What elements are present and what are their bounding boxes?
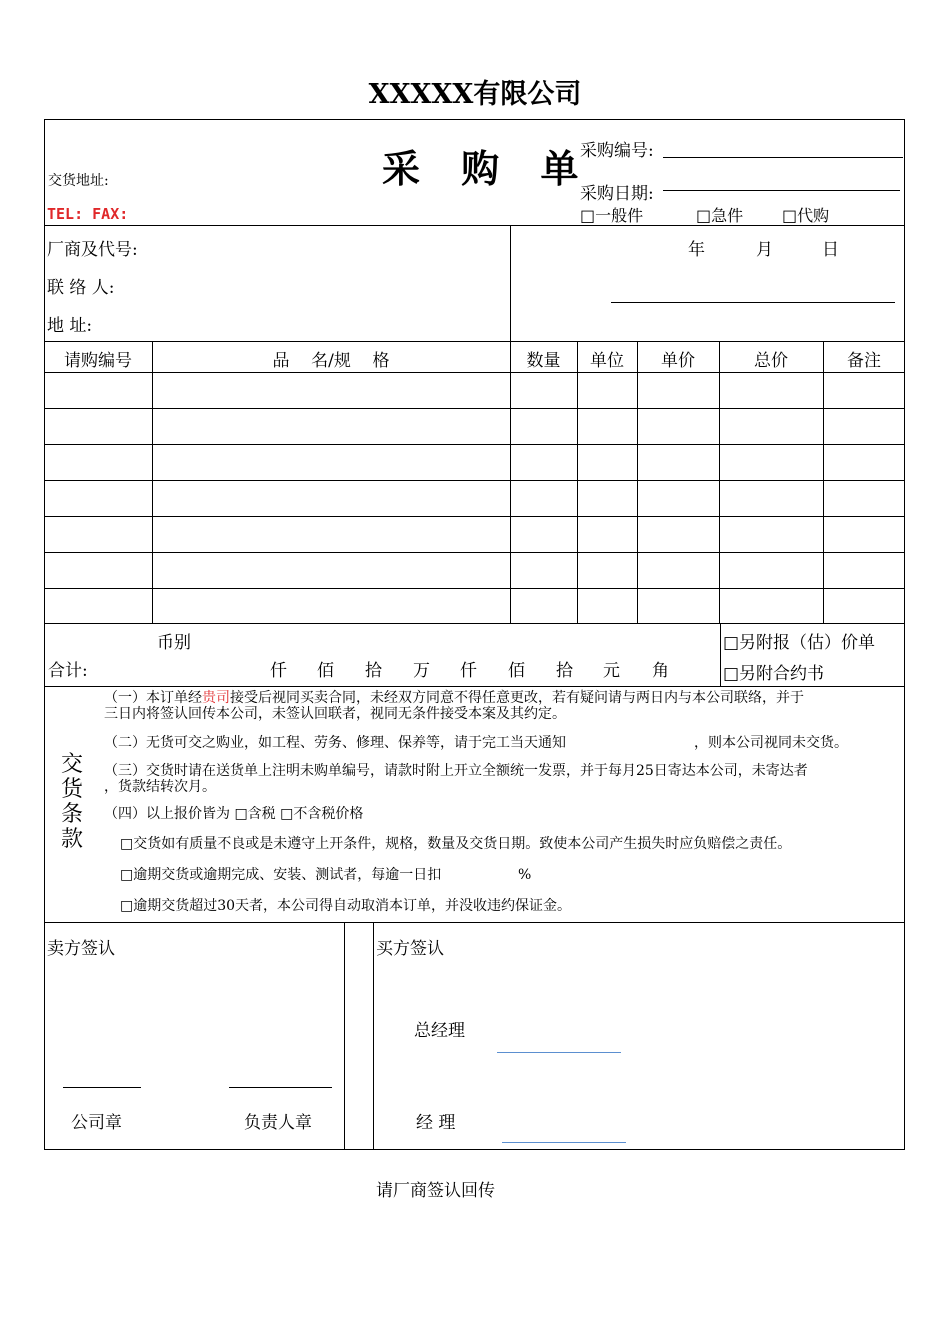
table-cell[interactable] <box>48 489 148 507</box>
company-name: XXXXX有限公司 <box>368 79 582 110</box>
order-date-label: 采购日期: <box>580 184 654 204</box>
clause-text: （一）本订单经 <box>104 690 202 706</box>
terms-char: 条 <box>60 802 83 827</box>
terms-char: 交 <box>60 752 83 777</box>
order-date-line <box>663 190 900 191</box>
table-cell[interactable] <box>827 597 901 615</box>
general-manager-label: 总经理 <box>414 1021 465 1041</box>
table-header-cell: 单价 <box>661 351 695 371</box>
divider <box>44 922 905 923</box>
table-cell[interactable] <box>827 417 901 435</box>
clause-2-b: ，则本公司视同未交货。 <box>694 735 848 751</box>
table-row-divider <box>44 552 905 553</box>
table-cell[interactable] <box>641 561 715 579</box>
table-cell[interactable] <box>581 381 633 399</box>
table-row-divider <box>44 372 905 373</box>
table-header-cell: 总价 <box>754 351 788 371</box>
table-column-divider <box>719 341 720 624</box>
table-cell[interactable] <box>156 525 506 543</box>
divider <box>44 686 905 687</box>
amount-unit: 佰 <box>317 661 334 681</box>
amount-unit: 佰 <box>508 661 525 681</box>
amount-unit: 拾 <box>365 661 382 681</box>
table-cell[interactable] <box>48 561 148 579</box>
clause-text: 接受后视同买卖合同，未经双方同意不得任意更改，若有疑问请与两日内与本公司联络，并于 <box>230 690 804 706</box>
table-column-divider <box>510 341 511 624</box>
company-seal-line <box>63 1087 141 1088</box>
table-cell[interactable] <box>156 453 506 471</box>
table-cell[interactable] <box>48 381 148 399</box>
amount-unit: 元 <box>603 661 620 681</box>
table-cell[interactable] <box>827 381 901 399</box>
divider <box>373 922 374 1150</box>
vendor-address-label: 地 址: <box>47 316 93 336</box>
clause-3-line-1: （三）交货时请在送货单上注明未购单编号，请款时附上开立全额统一发票，并于每月25日寄达本公司，未寄达者 <box>104 763 808 779</box>
amount-unit: 仟 <box>460 661 477 681</box>
table-cell[interactable] <box>156 417 506 435</box>
table-cell[interactable] <box>723 561 819 579</box>
buyer-sign-label: 买方签认 <box>376 939 444 959</box>
clause-2-a: （二）无货可交之购业，如工程、劳务、修理、保养等，请于完工当天通知 <box>104 735 566 751</box>
type-urgent-checkbox[interactable]: □急件 <box>696 206 744 225</box>
contact-label: 联 络 人: <box>47 278 115 298</box>
table-cell[interactable] <box>48 453 148 471</box>
amount-unit: 仟 <box>270 661 287 681</box>
table-cell[interactable] <box>581 561 633 579</box>
table-cell[interactable] <box>514 453 573 471</box>
table-cell[interactable] <box>641 417 715 435</box>
clause-6-b: % <box>518 867 532 883</box>
table-cell[interactable] <box>156 561 506 579</box>
table-cell[interactable] <box>827 525 901 543</box>
table-cell[interactable] <box>641 597 715 615</box>
clause-1-line-2: 三日内将签认回传本公司，未签认回联者，视同无条件接受本案及其约定。 <box>104 706 566 722</box>
table-row-divider <box>44 516 905 517</box>
table-column-divider <box>637 341 638 624</box>
date-month: 月 <box>756 240 773 260</box>
type-general-checkbox[interactable]: □一般件 <box>580 206 644 225</box>
table-header-cell: 品 名/规 格 <box>272 351 390 371</box>
table-row-divider <box>44 408 905 409</box>
manager-sign-line[interactable] <box>502 1142 626 1143</box>
table-cell[interactable] <box>641 525 715 543</box>
table-cell[interactable] <box>827 489 901 507</box>
table-column-divider <box>823 341 824 624</box>
footer-note: 请厂商签认回传 <box>376 1181 495 1201</box>
terms-char: 货 <box>60 777 83 802</box>
table-row-divider <box>44 588 905 589</box>
type-proxy-checkbox[interactable]: □代购 <box>782 206 830 225</box>
company-seal-label: 公司章 <box>71 1113 122 1133</box>
clause-6-a: □逾期交货或逾期完成、安装、测试者，每逾一日扣 <box>120 867 442 883</box>
table-header-cell: 数量 <box>526 351 561 371</box>
divider <box>720 623 721 686</box>
attach-quote-checkbox[interactable]: □另附报（估）价单 <box>723 633 876 653</box>
person-seal-line <box>229 1087 332 1088</box>
clause-5: □交货如有质量不良或是未遵守上开条件，规格，数量及交货日期。致使本公司产生损失时应负赔偿之责任。 <box>120 836 792 852</box>
table-cell[interactable] <box>641 381 715 399</box>
vendor-signature-line <box>611 302 895 303</box>
vendor-code-label: 厂商及代号: <box>47 240 138 260</box>
divider <box>44 623 905 624</box>
table-cell[interactable] <box>581 453 633 471</box>
order-number-label: 采购编号: <box>580 141 654 161</box>
delivery-address-label: 交货地址: <box>48 173 109 189</box>
date-day: 日 <box>822 240 839 260</box>
table-cell[interactable] <box>514 489 573 507</box>
table-cell[interactable] <box>581 417 633 435</box>
table-cell[interactable] <box>156 381 506 399</box>
divider <box>44 225 905 226</box>
tel-fax-label: TEL: FAX: <box>47 205 129 223</box>
table-cell[interactable] <box>514 525 573 543</box>
table-cell[interactable] <box>48 417 148 435</box>
table-cell[interactable] <box>514 381 573 399</box>
table-cell[interactable] <box>723 525 819 543</box>
clause-highlight: 贵司 <box>202 690 230 706</box>
divider <box>510 225 511 341</box>
table-cell[interactable] <box>48 597 148 615</box>
table-cell[interactable] <box>514 561 573 579</box>
amount-unit: 万 <box>413 661 430 681</box>
table-cell[interactable] <box>723 597 819 615</box>
manager-label: 经 理 <box>416 1113 456 1133</box>
table-row-divider <box>44 480 905 481</box>
table-cell[interactable] <box>48 525 148 543</box>
order-number-line <box>663 157 903 158</box>
clause-4-tax: （四）以上报价皆为 □含税 □不含税价格 <box>104 806 364 822</box>
table-cell[interactable] <box>723 417 819 435</box>
table-cell[interactable] <box>156 597 506 615</box>
clause-3-line-2: ，货款结转次月。 <box>104 779 216 795</box>
table-cell[interactable] <box>514 597 573 615</box>
table-cell[interactable] <box>723 489 819 507</box>
seller-sign-label: 卖方签认 <box>47 939 115 959</box>
table-column-divider <box>152 341 153 624</box>
clause-1-line-1 <box>104 690 804 706</box>
terms-char: 款 <box>60 827 83 852</box>
person-seal-label: 负责人章 <box>244 1113 312 1133</box>
table-cell[interactable] <box>581 597 633 615</box>
table-cell[interactable] <box>641 489 715 507</box>
form-title: 采 购 单 <box>382 146 593 191</box>
general-manager-sign-line[interactable] <box>497 1052 621 1053</box>
table-cell[interactable] <box>156 489 506 507</box>
table-cell[interactable] <box>581 489 633 507</box>
table-row-divider <box>44 444 905 445</box>
table-cell[interactable] <box>827 561 901 579</box>
table-header-cell: 请购编号 <box>64 351 132 371</box>
attach-contract-checkbox[interactable]: □另附合约书 <box>723 664 825 684</box>
amount-unit: 角 <box>652 661 669 681</box>
divider <box>44 341 905 342</box>
table-cell[interactable] <box>641 453 715 471</box>
table-column-divider <box>577 341 578 624</box>
date-year: 年 <box>688 240 705 260</box>
table-cell[interactable] <box>514 417 573 435</box>
table-cell[interactable] <box>723 381 819 399</box>
amount-unit: 拾 <box>556 661 573 681</box>
table-cell[interactable] <box>581 525 633 543</box>
table-cell[interactable] <box>827 453 901 471</box>
clause-7: □逾期交货超过30天者，本公司得自动取消本订单，并没收违约保证金。 <box>120 898 572 914</box>
total-label: 合计: <box>48 661 88 681</box>
terms-side-label <box>59 752 85 852</box>
table-header-cell: 单位 <box>590 351 624 371</box>
table-header-cell: 备注 <box>847 351 881 371</box>
currency-label: 币别 <box>157 633 191 653</box>
divider <box>344 922 345 1150</box>
table-cell[interactable] <box>723 453 819 471</box>
